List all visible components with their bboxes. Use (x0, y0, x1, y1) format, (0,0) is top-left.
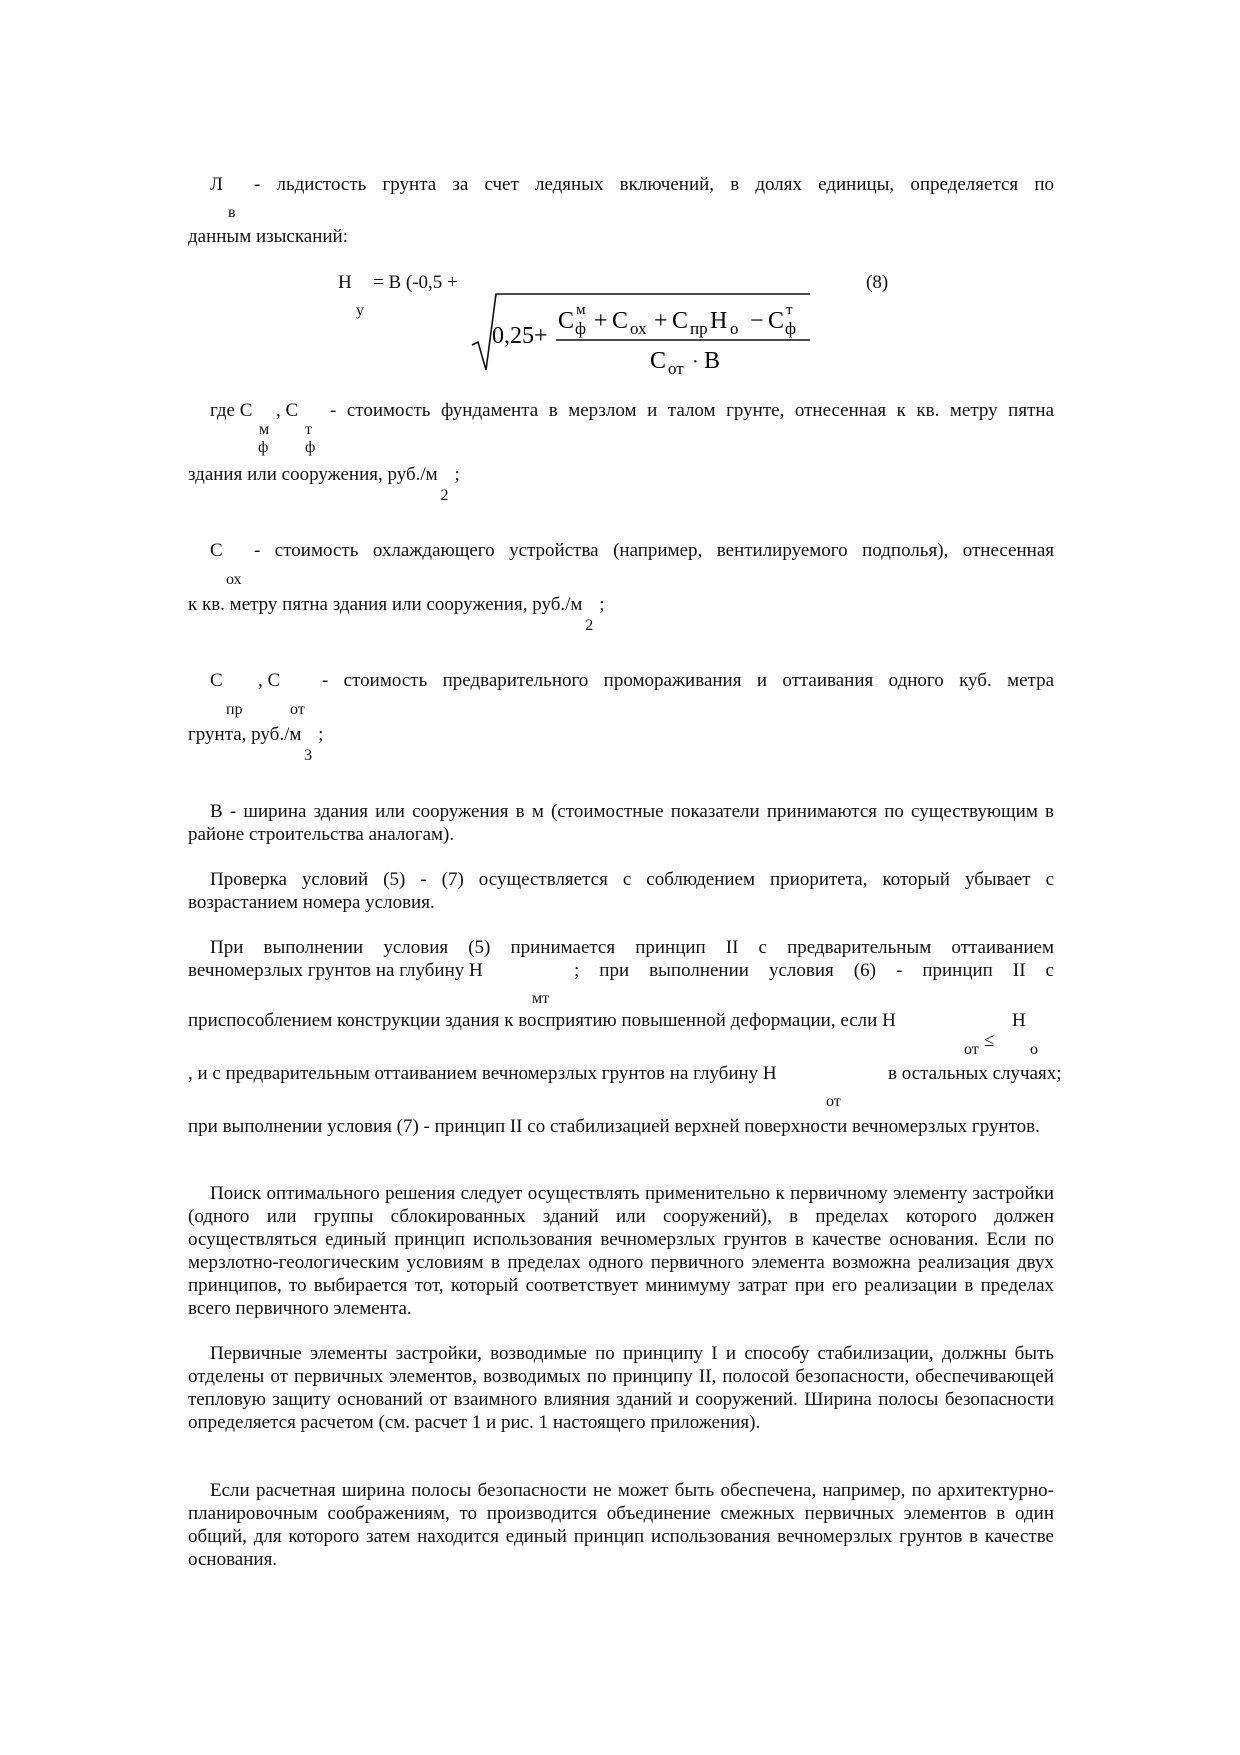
num-c4-sup: т (786, 302, 793, 318)
num-c1-sub: ф (575, 319, 587, 338)
p2-c1-sub: ф (258, 439, 269, 456)
p7-line3-sub: от (964, 1041, 979, 1058)
p7-line3-h: Н (1012, 1010, 1026, 1031)
num-h: Н (710, 308, 728, 334)
p7-line5: при выполнении условия (7) - принцип II со стабилизацией верхней поверхности вечномерзлых грунтов. (188, 1116, 1040, 1137)
p3-lead: С (210, 540, 223, 561)
p2-c1-sup: м (259, 421, 270, 438)
sqrt-formula (470, 290, 830, 380)
p7-line4-sub: от (826, 1093, 841, 1110)
num-h-sub: о (730, 319, 739, 338)
num-c4-sub: ф (785, 319, 797, 338)
formula-lhs-rest: = В (-0,5 + (373, 272, 458, 293)
den-b: В (704, 348, 721, 374)
num-c2-sub: ох (630, 319, 647, 338)
p7-line3: приспособлением конструкции здания к восприятию повышенной деформации, если Н (188, 1010, 896, 1031)
num-plus2: + (654, 308, 668, 334)
p2-lead: где С (210, 400, 253, 421)
p4-line2: грунта, руб./м $_3$; (188, 724, 324, 764)
formula-lhs: Н (338, 272, 352, 293)
symbol-l: Л (210, 174, 223, 195)
p2-c2-sup: т (305, 421, 312, 438)
p4-lead: С (210, 670, 223, 691)
den-c-sub: от (668, 359, 684, 378)
p4-mid: , С (258, 670, 281, 691)
num-plus1: + (594, 308, 608, 334)
num-minus: − (750, 308, 764, 334)
num-c3-sub: пр (690, 319, 708, 338)
p9: Первичные элементы застройки, возводимые по принципу I и способу стабилизации, должны быть отделены от первичных элементов, возводимых по принципу II, полосой безопасности, обеспечивающей тепловую защиту оснований от взаимного влияния зданий и сооружений. Ширина полосы безопасности определяется расчетом (см. расчет 1 и рис. 1 настоящего приложения). (188, 1343, 1054, 1433)
num-c1-sup: м (576, 302, 586, 318)
p1-line2: данным изысканий: (188, 226, 349, 247)
p4-mid-sub: от (290, 701, 305, 718)
num-c2: С (612, 308, 629, 334)
p4-line1: - стоимость предварительного промораживания и оттаивания одного куб. метра (322, 670, 1054, 691)
num-c3: С (672, 308, 689, 334)
p4-exponent: 3 (304, 747, 313, 764)
num-c4: С (768, 308, 785, 334)
p2-c2-sub: ф (305, 439, 316, 456)
p7-line2a-sub: мт (532, 990, 550, 1007)
p3-lead-sub: ох (226, 571, 242, 588)
p7-line4: , и с предварительным оттаиванием вечномерзлых грунтов на глубину Н (188, 1063, 777, 1084)
den-dot: · (692, 351, 699, 373)
p4-lead-sub: пр (226, 701, 243, 718)
p5: В - ширина здания или сооружения в м (стоимостные показатели принимаются по существующим в районе строительства аналогам). (188, 801, 1054, 845)
p7-line4-end: в остальных случаях; (888, 1063, 1062, 1084)
formula-const: 0,25+ (492, 323, 548, 349)
p7-line1: При выполнении условия (5) принимается принцип II с предварительным оттаиванием (210, 937, 1054, 958)
p7-line2b: ; при выполнении условия (6) - принцип II с (574, 960, 1054, 981)
formula-lhs-subscript: у (356, 302, 364, 319)
formula-number: (8) (866, 272, 889, 293)
p1-line1: - льдистость грунта за счет ледяных включений, в долях единицы, определяется по (254, 174, 1054, 195)
p6: Проверка условий (5) - (7) осуществляется с соблюдением приоритета, который убывает с возрастанием номера условия. (188, 869, 1054, 913)
p8: Поиск оптимального решения следует осуществлять применительно к первичному элементу застройки (одного или группы сблокированных зданий или сооружений), в пределах которого должен осуществляться единый принцип использования вечномерзлых грунтов в качестве основания. Если по мерзлотно-геологическим условиям в пределах одного первичного элемента возможна реализация двух принципов, то выбирается тот, который соответствует минимуму затрат при его реализации в пределах всего первичного элемента. (188, 1183, 1054, 1319)
p2-line1: - стоимость фундамента в мерзлом и талом грунте, отнесенная к кв. метру пятна (330, 400, 1054, 421)
p2-mid: , С (276, 400, 299, 421)
p2-exponent: 2 (440, 487, 449, 504)
num-c1: С (558, 308, 575, 334)
p3-exponent: 2 (585, 617, 594, 634)
den-c: С (650, 348, 667, 374)
p7-line3-h-sub: о (1030, 1041, 1038, 1058)
p3-line2: к кв. метру пятна здания или сооружения, руб./м $_2$; (188, 594, 605, 634)
p3-line1: - стоимость охлаждающего устройства (например, вентилируемого подполья), отнесенная (254, 540, 1054, 561)
p7-line2a: вечномерзлых грунтов на глубину Н (188, 960, 483, 981)
p10: Если расчетная ширина полосы безопасности не может быть обеспечена, например, по архитектурно-планировочным соображениям, то производится объединение смежных первичных элементов в один общий, для которого затем находится единый принцип использования вечномерзлых грунтов в качестве основания. (188, 1480, 1054, 1570)
symbol-l-subscript: в (228, 204, 236, 221)
p2-line2: здания или сооружения, руб./м $_2$; (188, 464, 460, 504)
p7-le-sign: ≤ (984, 1030, 995, 1051)
